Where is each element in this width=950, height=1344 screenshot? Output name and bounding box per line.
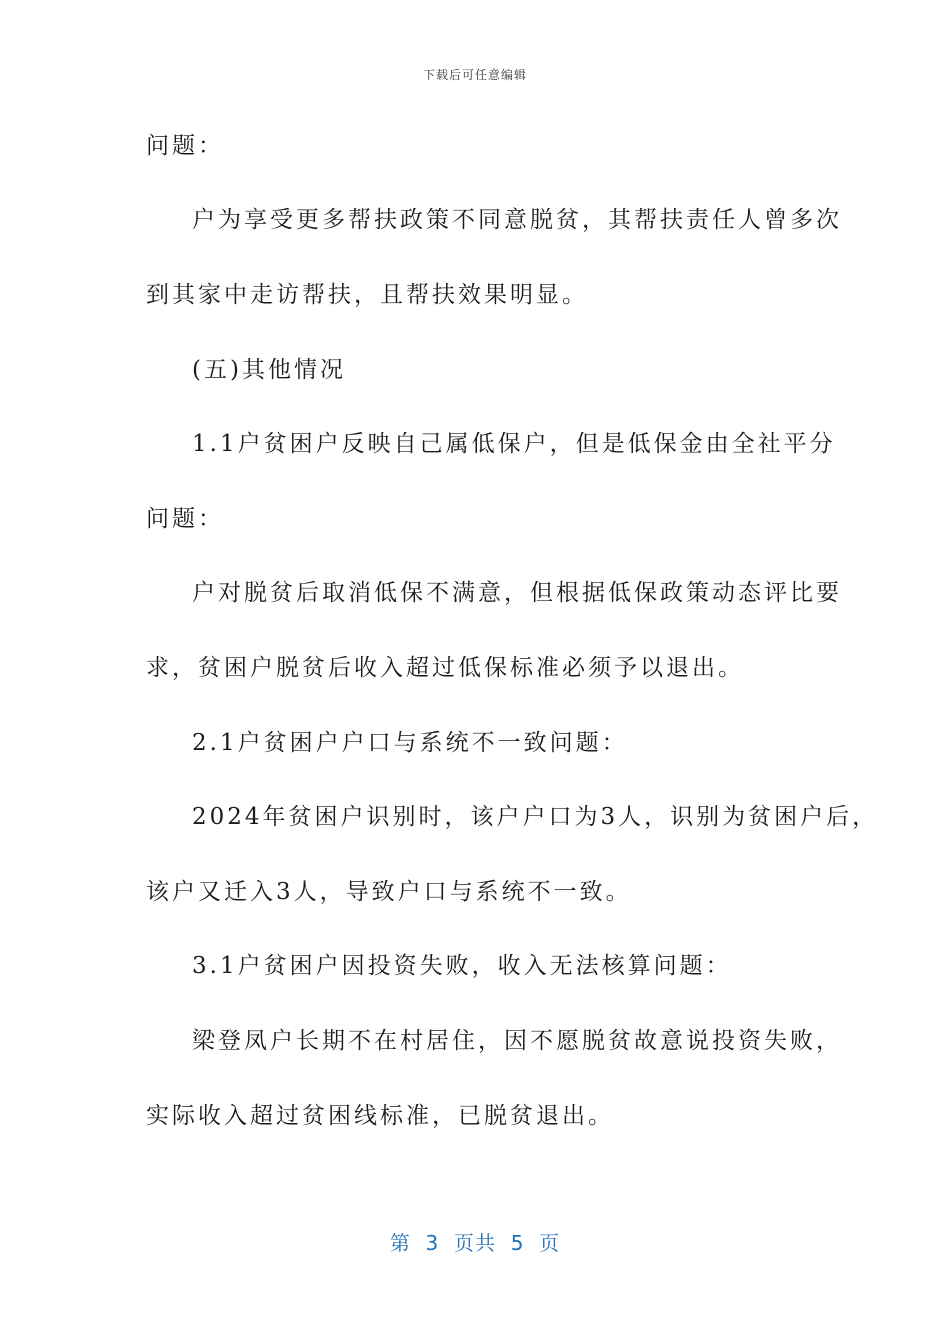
body-line: 户对脱贫后取消低保不满意，但根据低保政策动态评比要 (192, 580, 842, 606)
body-line: 求，贫困户脱贫后收入超过低保标准必须予以退出。 (146, 655, 744, 681)
body-line: 1.1户贫困户反映自己属低保户，但是低保金由全社平分 (192, 431, 836, 457)
body-line: 实际收入超过贫困线标准，已脱贫退出。 (146, 1103, 614, 1129)
body-line: 该户又迁入3人，导致户口与系统不一致。 (146, 879, 632, 905)
body-line: 户为享受更多帮扶政策不同意脱贫，其帮扶责任人曾多次 (192, 207, 842, 233)
body-line: 到其家中走访帮扶，且帮扶效果明显。 (146, 282, 588, 308)
page-number-footer: 第 3 页共 5 页 (389, 1231, 561, 1255)
body-line: 2.1户贫困户户口与系统不一致问题： (192, 730, 628, 756)
page-header-note: 下载后可任意编辑 (422, 68, 527, 82)
body-line: 梁登凤户长期不在村居住，因不愿脱贫故意说投资失败， (192, 1028, 842, 1054)
body-line: 3.1户贫困户因投资失败，收入无法核算问题： (192, 953, 732, 979)
body-line: 2024年贫困户识别时，该户户口为3人，识别为贫困户后， (192, 804, 879, 830)
body-line: 问题： (146, 133, 224, 159)
section-heading: (五)其他情况 (192, 357, 346, 383)
body-line: 问题： (146, 506, 224, 532)
